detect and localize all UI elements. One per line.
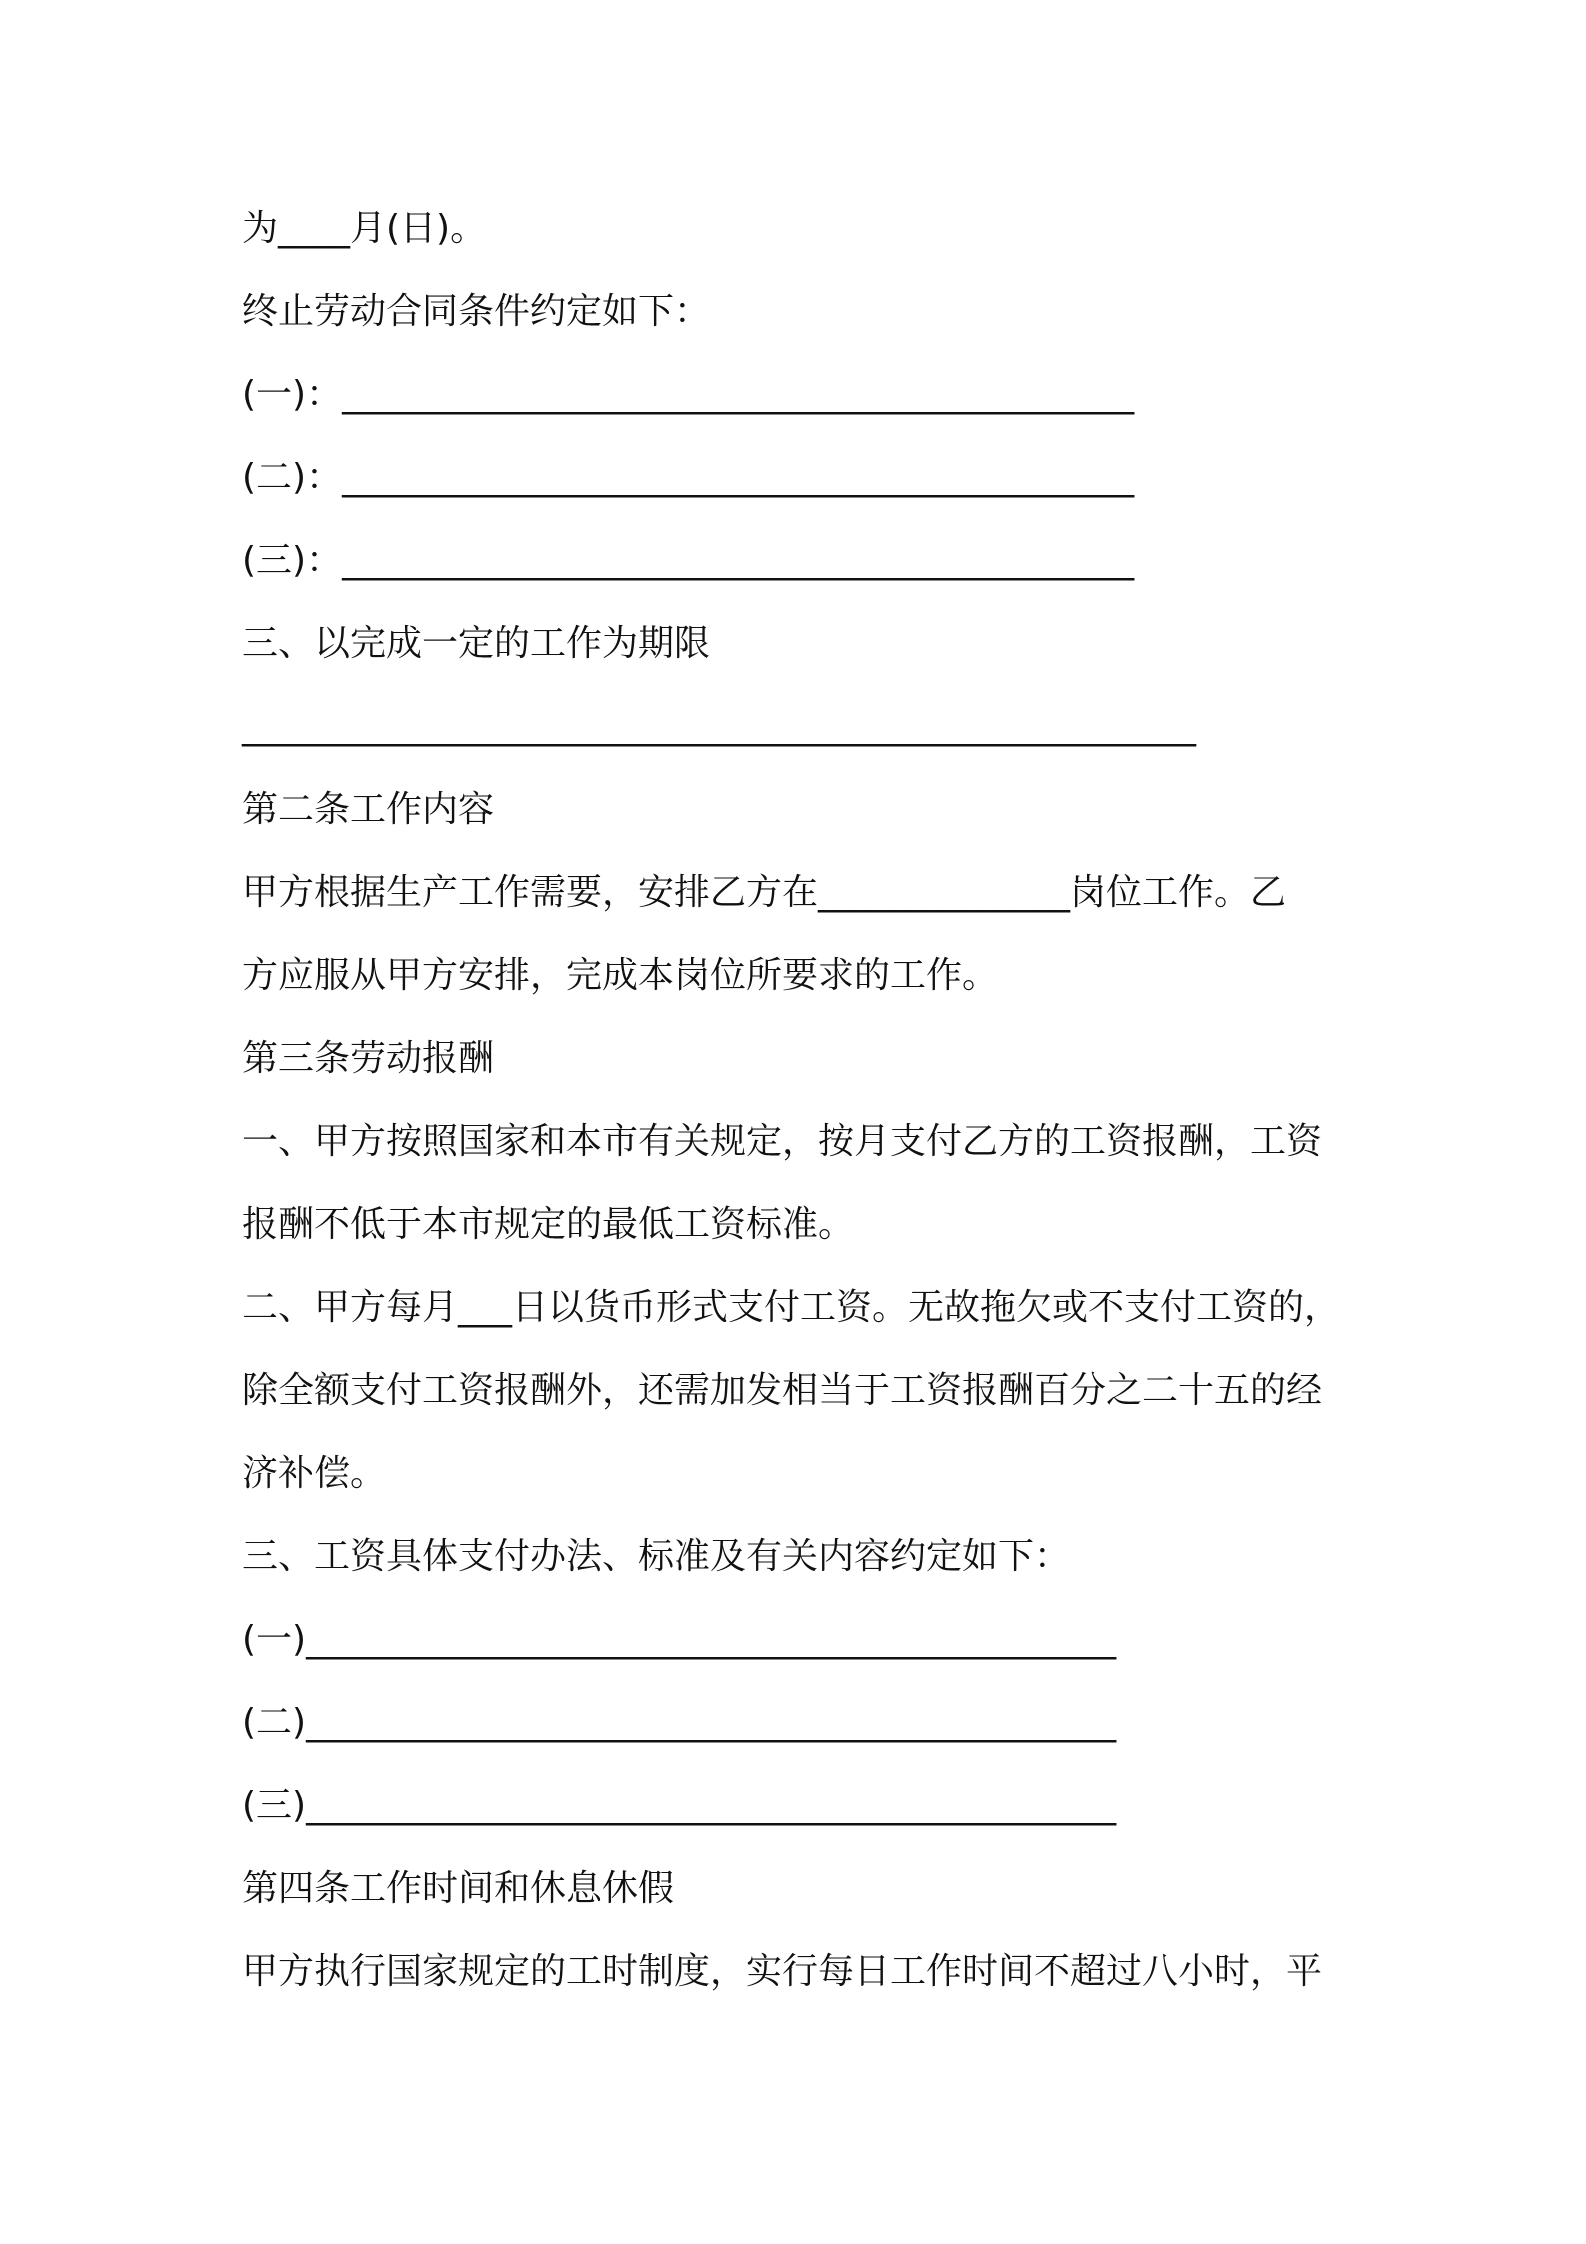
text-line-wage-clause-2: 二、甲方每月___日以货币形式支付工资。无故拖欠或不支付工资的，	[242, 1287, 1341, 1328]
article-heading-4-working-hours: 第四条工作时间和休息休假	[242, 1868, 675, 1909]
text-line-job-assignment: 甲方根据生产工作需要，安排乙方在______________岗位工作。乙	[242, 872, 1287, 913]
article-heading-3-remuneration: 第三条劳动报酬	[242, 1038, 495, 1079]
text-line-task-term-blank: _____________________________________________________	[242, 706, 1196, 747]
text-line-wage-item-3: (三)_____________________________________________	[242, 1785, 1117, 1826]
text-line-working-hours: 甲方执行国家规定的工时制度，实行每日工作时间不超过八小时，平	[242, 1951, 1323, 1992]
text-line-termination-item-1: (一)：____________________________________________	[242, 374, 1135, 415]
text-line-wage-clause-2-end: 济补偿。	[242, 1453, 387, 1494]
text-line-wage-clause-1: 一、甲方按照国家和本市有关规定，按月支付乙方的工资报酬，工资	[242, 1121, 1323, 1162]
text-line-wage-clause-3: 三、工资具体支付办法、标准及有关内容约定如下：	[242, 1536, 1071, 1577]
section-heading-task-based-term: 三、以完成一定的工作为期限	[242, 623, 711, 664]
text-line-job-assignment-cont: 方应服从甲方安排，完成本岗位所要求的工作。	[242, 955, 999, 996]
text-line-wage-item-2: (二)_____________________________________________	[242, 1702, 1117, 1743]
text-line-termination-item-3: (三)：____________________________________________	[242, 540, 1135, 581]
article-heading-2-job-content: 第二条工作内容	[242, 789, 495, 830]
text-line-wage-clause-2-cont: 除全额支付工资报酬外，还需加发相当于工资报酬百分之二十五的经	[242, 1370, 1323, 1411]
text-line-wage-item-1: (一)_____________________________________________	[242, 1619, 1117, 1660]
text-line-term-month-blank: 为____月(日)。	[242, 208, 487, 249]
text-line-wage-clause-1-cont: 报酬不低于本市规定的最低工资标准。	[242, 1204, 855, 1245]
text-line-termination-conditions: 终止劳动合同条件约定如下：	[242, 291, 711, 332]
text-line-termination-item-2: (二)：____________________________________________	[242, 457, 1135, 498]
